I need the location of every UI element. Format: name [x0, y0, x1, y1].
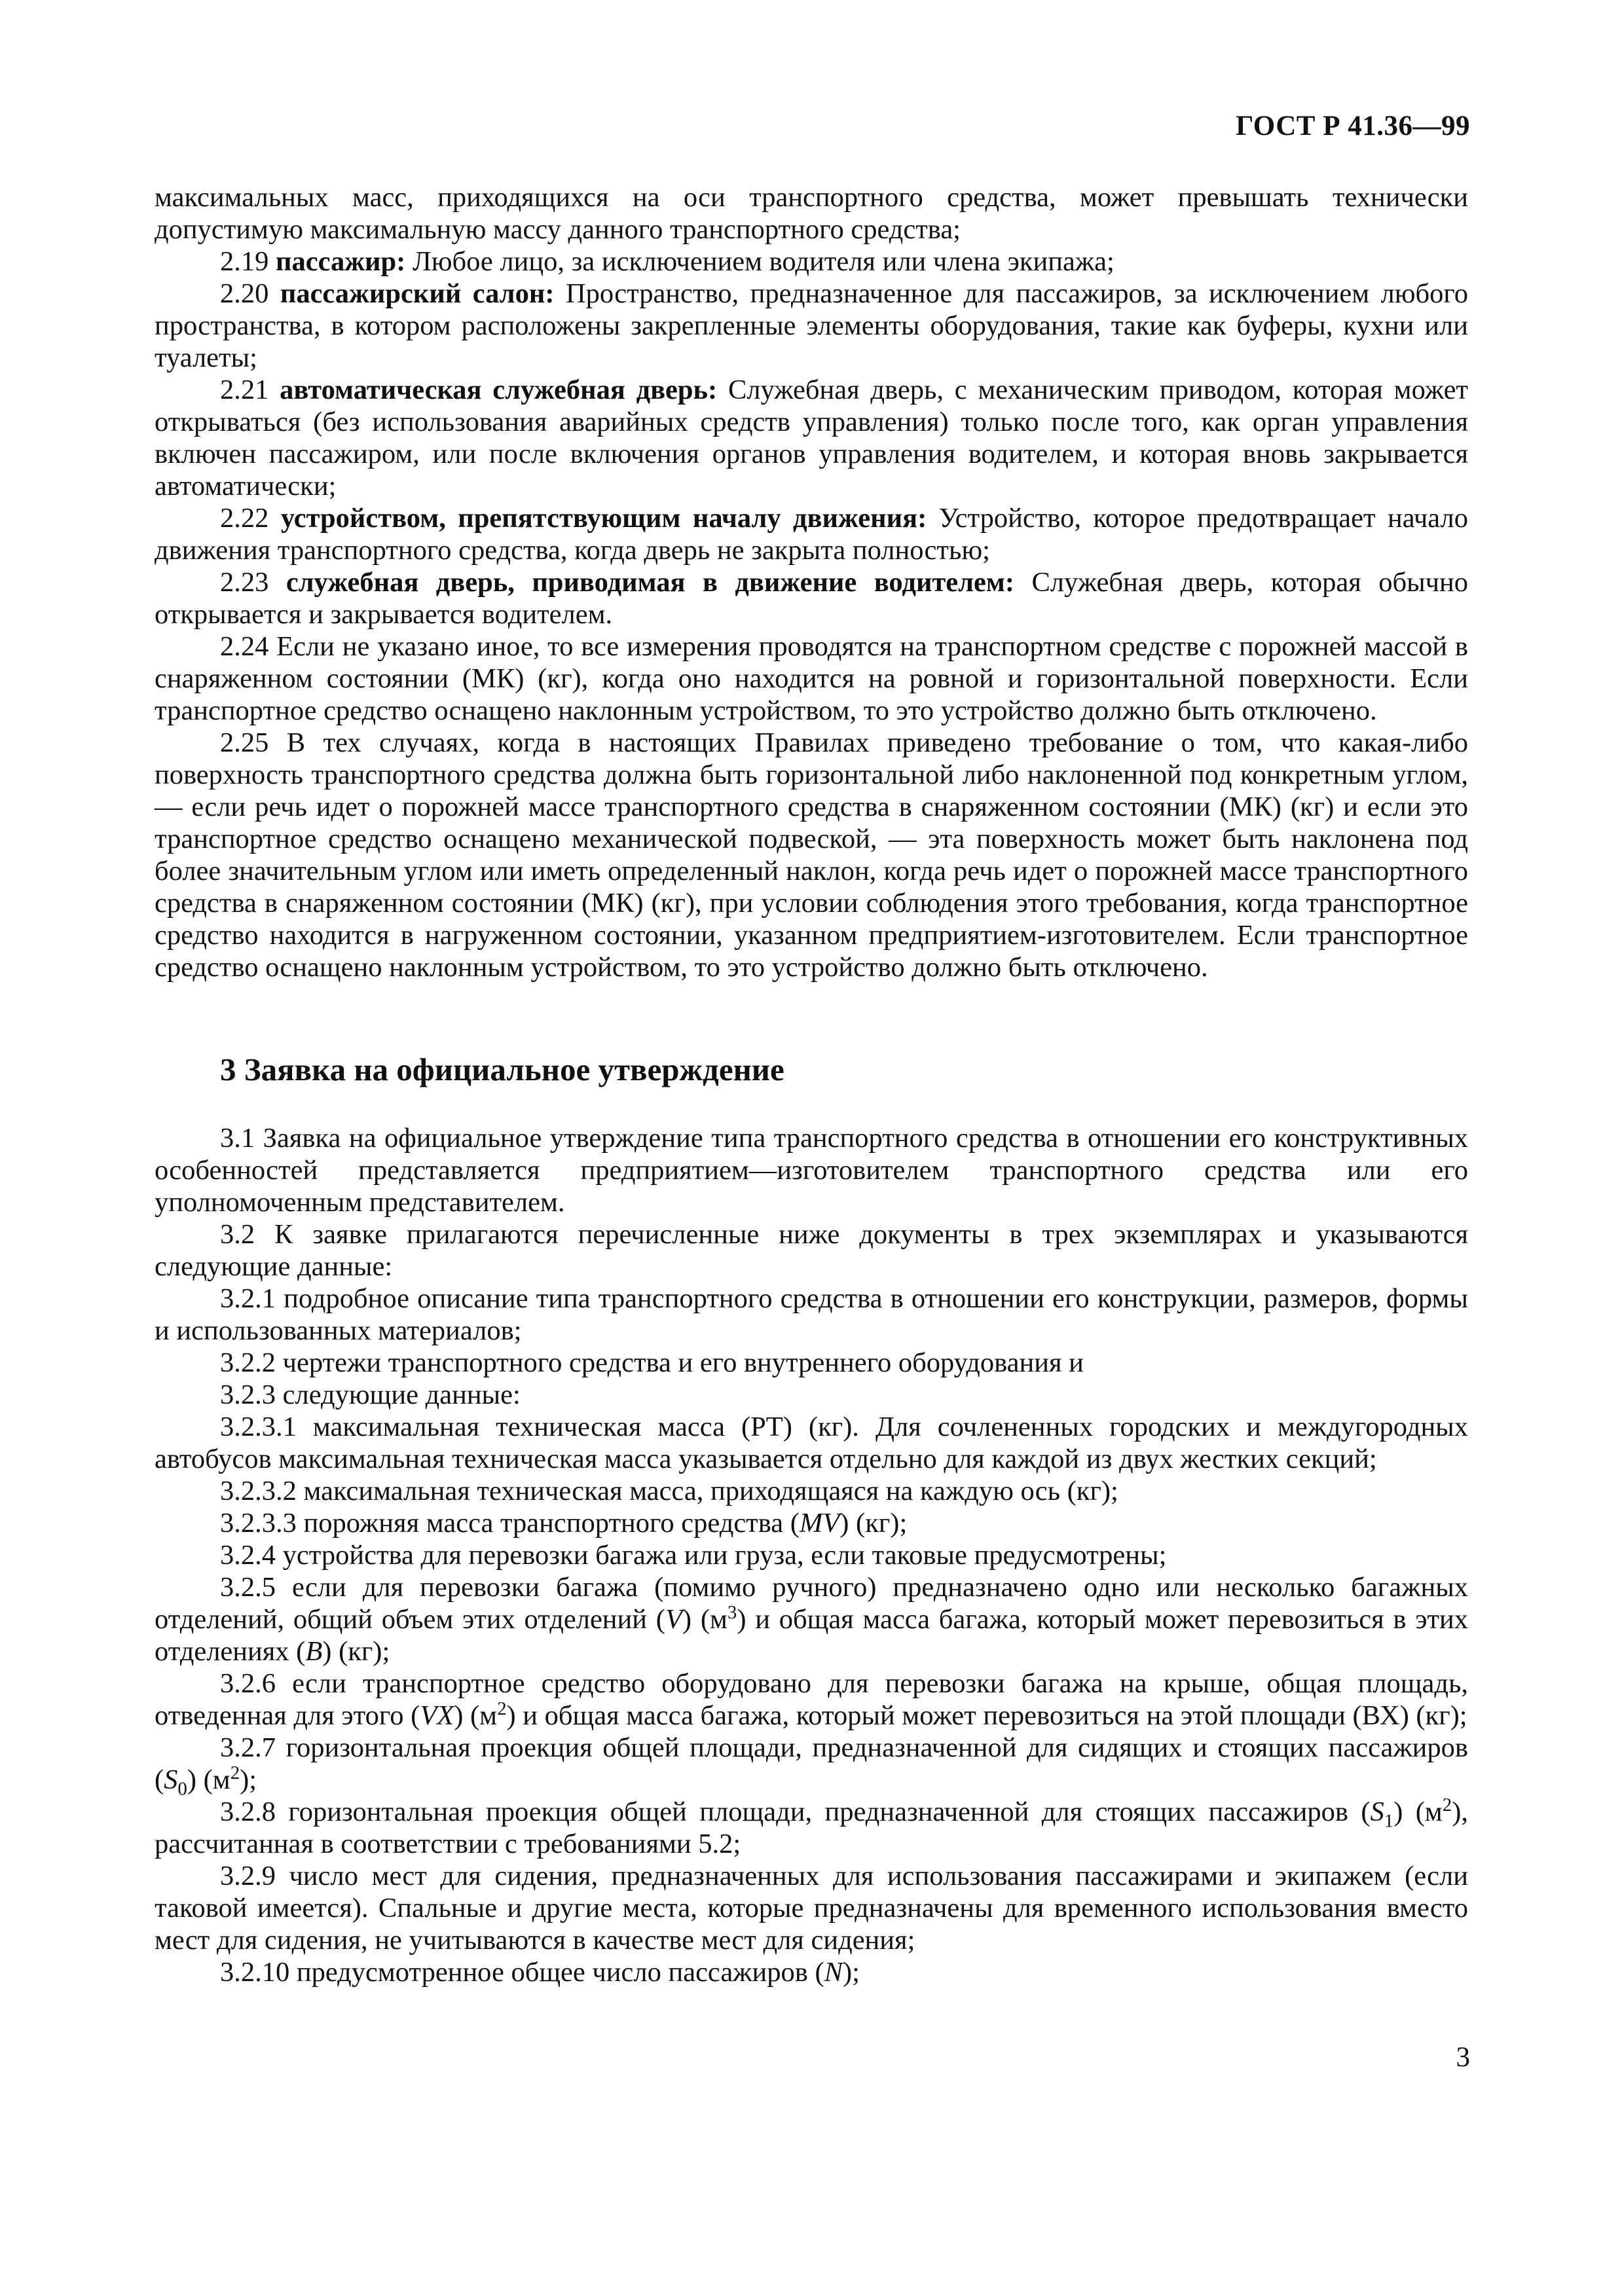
section-3-title: 3 Заявка на официальное утверждение	[220, 1051, 784, 1087]
term: устройством, препятствующим началу движения:	[280, 503, 927, 534]
clause-3-2-3: 3.2.3 следующие данные:	[220, 1379, 521, 1410]
clause-3-2-3-2: 3.2.3.2 максимальная техническая масса, приходящаяся на каждую ось (кг);	[220, 1476, 1118, 1506]
definition-2-21: 2.21 автоматическая служебная дверь: Служебная дверь, с механическим приводом, которая может открываться (без использования аварийных средств управления) только после того, как орган управления включен пассажиром, или после включения органов управления водителем, и которая вновь закрывается автоматически;	[155, 374, 1468, 501]
clause-3-2-3-1: 3.2.3.1 максимальная техническая масса (PT) (кг). Для сочлененных городских и междугородных автобусов максимальная техническая масса указывается отдельно для каждой из двух жестких секций;	[155, 1412, 1468, 1474]
clause-3-2-5: 3.2.5 если для перевозки багажа (помимо ручного) предназначено одно или несколько багажных отделений, общий объем этих отделений (V) $(м^3)$ и общая масса багажа, который может перевозиться в этих отделениях (B) (кг);	[155, 1572, 1469, 1667]
page-body	[155, 181, 1468, 1988]
clause-2-24: 2.24 Если не указано иное, то все измерения проводятся на транспортном средстве с порожней массой в снаряженном состоянии (МК) (кг), когда оно находится на ровной и горизонтальной поверхности. Если транспортное средство оснащено наклонным устройством, то это устройство должно быть отключено.	[155, 631, 1468, 726]
term: пассажирский салон:	[280, 278, 555, 309]
clause-3-1: 3.1 Заявка на официальное утверждение типа транспортного средства в отношении его конструктивных особенностей представляется предприятием—изготовителем транспортного средства или его уполномоченным представителем.	[155, 1123, 1468, 1218]
term: пассажир:	[276, 246, 406, 277]
definition-2-20: 2.20 пассажирский салон: Пространство, предназначенное для пассажиров, за исключением любого пространства, в котором расположены закрепленные элементы оборудования, такие как буферы, кухни или туалеты;	[155, 278, 1469, 373]
page-number: 3	[1456, 2042, 1470, 2073]
clause-3-2-7: 3.2.7 горизонтальная проекция общей площади, предназначенной для сидящих и стоящих пассажиров $(S_0)$ $(м^2)$;	[155, 1732, 1468, 1800]
paragraph-continuation: максимальных масс, приходящихся на оси транспортного средства, может превышать технически допустимую максимальную массу данного транспортного средства;	[155, 182, 1468, 245]
definition-2-19: 2.19 пассажир: Любое лицо, за исключением водителя или члена экипажа;	[220, 246, 1115, 277]
clause-3-2-9: 3.2.9 число мест для сидения, предназначенных для использования пассажирами и экипажем (если таковой имеется). Спальные и другие места, которые предназначены для временного использования вместо мест для сидения, не учитываются в качестве мест для сидения;	[155, 1861, 1468, 1956]
term: служебная дверь, приводимая в движение водителем:	[286, 567, 1014, 598]
term: автоматическая служебная дверь:	[280, 374, 718, 405]
clause-3-2-1: 3.2.1 подробное описание типа транспортного средства в отношении его конструкции, размеров, формы и использованных материалов;	[155, 1283, 1468, 1346]
clause-3-2: 3.2 К заявке прилагаются перечисленные ниже документы в трех экземплярах и указываются следующие данные:	[155, 1219, 1468, 1282]
clause-3-2-10: 3.2.10 предусмотренное общее число пассажиров (N);	[220, 1957, 860, 1988]
clause-3-2-3-3: 3.2.3.3 порожняя масса транспортного средства (MV) (кг);	[220, 1508, 908, 1539]
document-code: ГОСТ Р 41.36—99	[1235, 111, 1470, 141]
clause-3-2-2: 3.2.2 чертежи транспортного средства и его внутреннего оборудования и	[220, 1347, 1084, 1378]
clause-3-2-4: 3.2.4 устройства для перевозки багажа или груза, если таковые предусмотрены;	[220, 1540, 1167, 1571]
clause-2-25: 2.25 В тех случаях, когда в настоящих Правилах приведено требование о том, что какая-либо поверхность транспортного средства должна быть горизонтальной либо наклоненной под конкретным углом, — если речь идет о порожней массе транспортного средства в снаряженном состоянии (МК) (кг) и если это транспортное средство оснащено механической подвеской, — эта поверхность может быть наклонена под более значительным углом или иметь определенный наклон, когда речь идет о порожней массе транспортного средства в снаряженном состоянии (МК) (кг), при условии соблюдения этого требования, когда транспортное средство находится в нагруженном состоянии, указанном предприятием-изготовителем. Если транспортное средство оснащено наклонным устройством, то это устройство должно быть отключено.	[155, 727, 1468, 983]
clause-3-2-6: 3.2.6 если транспортное средство оборудовано для перевозки багажа на крыше, общая площадь, отведенная для этого (VX) $(м^2)$ и общая масса багажа, который может перевозиться на этой площади (ВХ) (кг);	[155, 1668, 1468, 1731]
clause-3-2-8: 3.2.8 горизонтальная проекция общей площади, предназначенной для стоящих пассажиров $(S_1)$ $(м^2)$, рассчитанная в соответствии с требованиями 5.2;	[155, 1794, 1469, 1859]
definition-2-22: 2.22 устройством, препятствующим началу движения: Устройство, которое предотвращает начало движения транспортного средства, когда дверь не закрыта полностью;	[155, 503, 1468, 566]
definition-2-23: 2.23 служебная дверь, приводимая в движение водителем: Служебная дверь, которая обычно открывается и закрывается водителем.	[155, 567, 1469, 630]
